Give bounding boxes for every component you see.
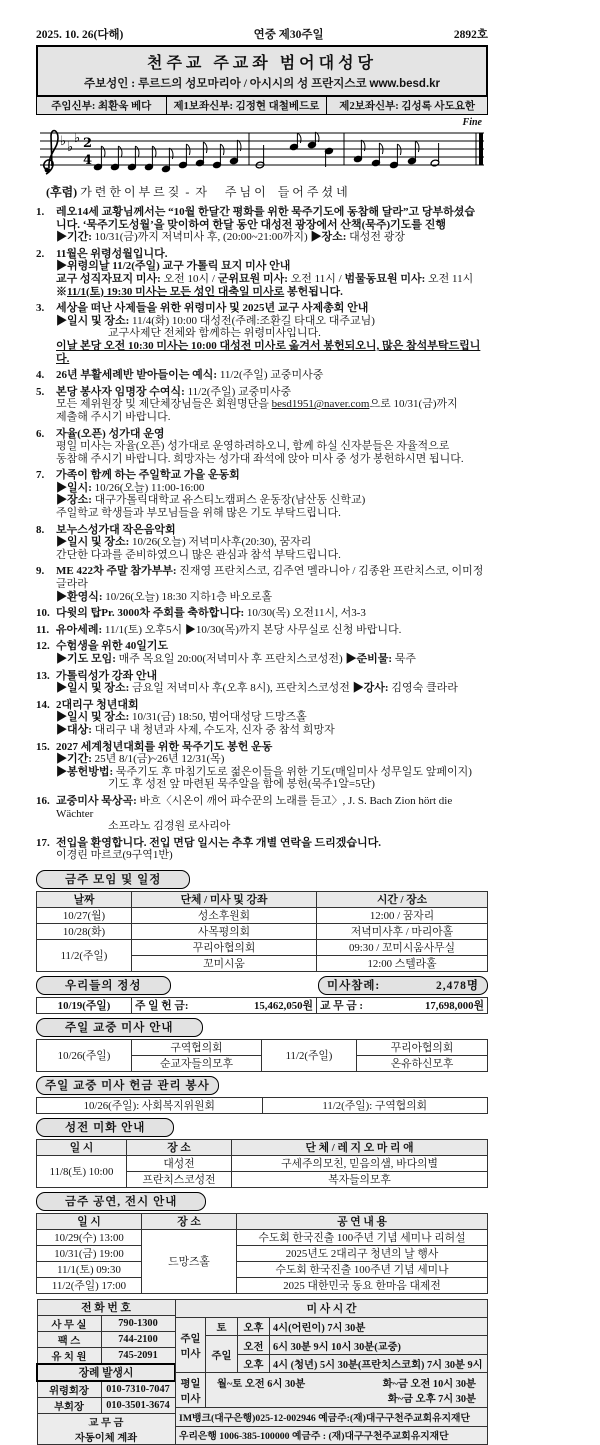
table-row: 순교자들의모후 온유하신모후: [37, 1055, 488, 1071]
sunday-offering-label: 주 일 헌 금:: [135, 999, 189, 1012]
schedule-table: [36, 891, 488, 972]
announcement-line: ▶봉헌방법: 묵주기도 후 마침기도로 젊은이들을 위한 기도(매일미사 성무일도 앞페이지): [56, 765, 472, 778]
table-row: 10/26(주일) 구역협의회 11/2(주일) 꾸리아협의회: [37, 1039, 488, 1055]
sunday-offering-value: 15,462,050원: [253, 999, 313, 1012]
announcement-line: ▶대상: 대리구 내 청년과 사제, 수도자, 신자 중 참석 희망자: [56, 723, 335, 736]
announcement-number: 11.: [36, 623, 50, 636]
announcement-number: 9.: [36, 565, 45, 578]
hymn-section: [36, 119, 488, 200]
table-row: [176, 1426, 488, 1444]
announcement-line: 레오14세 교황님께서는 “10월 한달간 평화를 위한 묵주기도에 동참해 달라”고 당부하셨습: [56, 206, 476, 218]
svg-text:♭: ♭: [74, 131, 81, 146]
announcement-item: [36, 607, 488, 620]
announcements: [36, 206, 488, 862]
announcement-item: [36, 428, 488, 466]
badge-mass-groups: 주일 교중 미사 안내: [36, 1018, 203, 1037]
announcement-line: ▶기도 모임: 매주 목요일 20:00(저녁미사 후 프란치스코성전) ▶준비물: 묵주: [56, 653, 417, 665]
col-time-place: 시간 / 장소: [317, 891, 488, 907]
announcement-line: 동참해 주시기 바랍니다. 희망자는 성가대 좌석에 앉아 미사 중 성가 봉헌하시면 됩니다.: [56, 452, 464, 465]
cleaning-table: 일 시 장 소 단 체 / 레 지 오 마 리 애 11/8(토) 10:00 대성전 구세주의모친, 믿음의샘, 바다의별 프란치스코성전 복자들의모후: [36, 1139, 488, 1188]
table-row: 10/28(화) 사목평의회 저녁미사후 / 마리아홀: [37, 923, 488, 939]
sunday-mass-label: 주일 미사: [176, 1318, 206, 1373]
announcement-line: 전입을 환영합니다. 전입 면담 일시는 추후 개별 연락을 드리겠습니다.: [56, 836, 382, 849]
announcement-line: 2대리구 청년대회: [56, 698, 139, 711]
badge-cleaning: 성전 미화 안내: [36, 1118, 174, 1137]
announcement-number: 4.: [36, 369, 45, 382]
patron-line: [40, 75, 484, 91]
website-link: www.besd.kr: [369, 78, 441, 90]
fees-account-label: 교 무 금: [88, 1417, 124, 1429]
announcement-item: [36, 640, 488, 665]
announcement-number: 3.: [36, 302, 45, 315]
announcement-number: 15.: [36, 740, 50, 753]
second-assistant: 제2보좌신부: 김성록 사도요한: [326, 97, 487, 114]
announcement-number: 17.: [36, 836, 50, 849]
patron-text: 주보성인 : 루르드의 성모마리아 / 아시시의 성 프란지스코: [83, 78, 367, 90]
announcement-line: 유아세례: 11/1(토) 오후5시 ▶10/30(목)까지 본당 사무실로 신청 바랍니다.: [56, 623, 402, 636]
table-row: 주일 오전 6시 30분 9시 10시 30분(교중): [176, 1336, 488, 1354]
announcement-line: 수험생을 위한 40일기도: [56, 640, 169, 653]
announcement-item: [36, 302, 488, 365]
announcement-number: 14.: [36, 698, 50, 711]
announcement-line: ▶기간: 10/31(금)까지 저녁미사 후, (20:00~21:00까지) ▶장소: 대성전 광장: [56, 231, 406, 244]
announcement-item: [36, 837, 488, 862]
badge-weekly-schedule: 금주 모임 및 일정: [36, 870, 190, 889]
announcement-item: [36, 248, 488, 298]
weekday-mass-label: 평일 미사: [176, 1372, 206, 1407]
announcement-line: 모든 제위원장 및 제단체장님들은 회원명단을 besd1951@naver.com으로 10/31(금)까지: [56, 398, 458, 411]
announcement-item: [36, 565, 488, 603]
announcement-line: 가톨릭성가 강좌 안내: [56, 669, 158, 682]
first-assistant: 제1보좌신부: 김정현 대철베드로: [166, 97, 327, 114]
notes-bar2: [255, 132, 333, 169]
table-row: 주일 미사 토 오후 4시(어린이) 7시 30분: [176, 1318, 488, 1336]
refrain-lyrics: (후렴) 가 련 한 이 부 르 짖 - 자 주 님 이 들 어 주 셨 네: [46, 185, 348, 199]
table-row: 위령회장 010-7310-7047: [37, 1381, 175, 1398]
table-row: 사 무 실 790-1300: [37, 1315, 175, 1331]
collection-duty-table: [36, 1097, 488, 1114]
table-row: 11/2(주일) 17:00 2025 대한민국 동요 한마음 대제전: [37, 1277, 488, 1293]
church-title: 천주교 주교좌 범어대성당: [146, 55, 378, 72]
table-row: 부회장 010-3501-3674: [37, 1397, 175, 1413]
announcement-line: 이경린 마르코(9구역1반): [56, 849, 173, 862]
meta-row: [36, 26, 488, 42]
announcement-item: [36, 624, 488, 637]
attendance-badge: 미사참례: 2,478명: [318, 976, 488, 995]
badge-performances: 금주 공연, 전시 안내: [36, 1192, 206, 1211]
church-fees-value: 17,698,000원: [424, 999, 484, 1012]
time-signature: 2: [83, 136, 93, 151]
announcement-number: 1.: [36, 206, 45, 218]
announcement-line: 교구사제단 전체와 함께하는 위령미사입니다.: [108, 327, 321, 340]
svg-text:4: 4: [83, 153, 93, 168]
table-row: 꼬미시움 12:00 스텔라홀: [37, 955, 488, 971]
announcement-number: 16.: [36, 794, 50, 807]
announcement-line: ▶기간: 25년 8/1(금)~26년 12/31(목): [56, 753, 225, 766]
issue-number: 2892호: [453, 29, 488, 41]
table-row: 평일 미사 월~토 오전 6시 30분 화~금 오전 10시 30분 화~금 오후 7시 30분: [176, 1372, 488, 1407]
announcement-line: 본당 봉사자 임명장 수여식: 11/2(주일) 교중미사중: [56, 385, 292, 398]
announcement-line: 기도 후 성전 앞 마련된 묵주알을 함에 봉헌(묵주1알=5단): [108, 778, 375, 791]
bottom-info: [36, 1299, 488, 1445]
announcement-line: 11월은 위령성월입니다.: [56, 247, 168, 260]
announcement-item: [36, 699, 488, 737]
announcement-line: 자율(오픈) 성가대 운영: [56, 427, 165, 440]
table-row: 10/26(주일): 사회복지위원회 11/2(주일): 구역협의회: [37, 1097, 488, 1113]
liturgical-season: 연중 제30주일: [253, 29, 324, 41]
venue-cell: 드망즈홀: [142, 1229, 237, 1293]
announcement-item: [36, 524, 488, 562]
announcement-line: ▶일시 및 장소: 11/4(화) 10:00 대성전(주례:조환길 타대오 대주교님): [56, 314, 375, 327]
announcement-item: [36, 741, 488, 791]
announcement-number: 7.: [36, 469, 45, 482]
issue-date: 2025. 10. 26(다해): [36, 29, 124, 41]
col-group: 단체 / 미사 및 강좌: [132, 891, 317, 907]
announcement-number: 10.: [36, 607, 50, 620]
announcement-line: 세상을 떠난 사제들을 위한 위령미사 및 2025년 교구 사제총회 안내: [56, 302, 369, 315]
badge-offering: 우리들의 정성: [36, 976, 171, 995]
flat-signs: ♭: [60, 134, 67, 149]
contact-table: 전 화 번 호 사 무 실 790-1300 팩 스 744-2100 유 치 원 745-2091 장례 발생시 위령회장 010-7310-7047 부회장 010-3501-3674 교 무 금 자동이체 계좌: [36, 1299, 176, 1445]
announcement-line: 소프라노 김경원 로사리아: [108, 820, 231, 833]
announcement-line: 교구 성직자묘지 미사: 오전 10시 / 군위묘원 미사: 오전 11시 / 범물동묘원 미사: 오전 11시: [56, 272, 474, 285]
announcement-item: [36, 469, 488, 519]
announcement-number: 5.: [36, 385, 45, 398]
table-row: 오후 4시 (청년) 5시 30분(프란치스코회) 7시 30분 9시: [176, 1354, 488, 1372]
announcement-line: ▶일시 및 장소: 10/31(금) 18:50, 범어대성당 드망즈홀: [56, 711, 307, 724]
table-row: [176, 1408, 488, 1426]
announcement-line: 2027 세계청년대회를 위한 묵주기도 봉헌 운동: [56, 740, 273, 753]
table-row: 10/27(월) 성소후원회 12:00 / 꿈자리: [37, 907, 488, 923]
announcement-number: 6.: [36, 427, 45, 440]
svg-text:♭: ♭: [67, 140, 74, 155]
pastor: 주임신부: 최환욱 베다: [51, 101, 152, 112]
announcement-line: 니다. ‘묵주기도성월’을 맞이하여 한달 동안 대성전 광장에서 산책(묵주)기도를 진행: [56, 218, 447, 231]
announcement-item: [36, 369, 488, 382]
notes-bar1: [94, 140, 241, 173]
table-row: [37, 997, 488, 1013]
church-fees-label: 교 무 금 :: [320, 999, 363, 1012]
announcement-line: ▶일시: 10/26(오늘) 11:00-16:00: [56, 481, 205, 494]
music-staff: [36, 119, 488, 177]
announcement-number: 8.: [36, 523, 45, 536]
announcement-line: 26년 부활세례반 받아들이는 예식: 11/2(주일) 교중미사중: [56, 369, 324, 382]
table-row: 프란치스코성전 복자들의모후: [37, 1171, 488, 1187]
refrain-label: (후렴): [46, 185, 78, 199]
announcement-number: 13.: [36, 669, 50, 682]
announcement-line: 평일 미사는 자율(오픈) 성가대로 운영하려하오니, 함께 하실 신자분들은 자율적으로: [56, 440, 450, 453]
announcement-line: 이날 본당 오전 10:30 미사는 10:00 대성전 미사로 옮겨서 봉헌되오니, 많은 참석부탁드립니다.: [56, 339, 481, 365]
table-row: 교 무 금 자동이체 계좌: [37, 1413, 175, 1444]
mass-groups-table: [36, 1039, 488, 1072]
table-row: 10/29(수) 13:00 드망즈홀 수도회 한국진출 100주년 기념 세미나 리허설: [37, 1229, 488, 1245]
table-row: 11/8(토) 10:00 대성전 구세주의모친, 믿음의샘, 바다의별: [37, 1155, 488, 1171]
announcement-line: ▶환영식: 10/26(오늘) 18:30 지하1층 바오로홀: [56, 590, 273, 603]
announcement-line: 제출해 주시기 바랍니다.: [56, 410, 171, 423]
table-row: 11/1(토) 09:30 수도회 한국진출 100주년 기념 세미나: [37, 1261, 488, 1277]
bank-account-2: 우리은행 1006-385-100000 예금주 : (재)대구구천주교회유지재단: [176, 1426, 488, 1444]
offering-table: [36, 997, 488, 1014]
announcement-number: 12.: [36, 640, 50, 653]
mass-times-table: 미 사 시 간 주일 미사 토 오후 4시(어린이) 7시 30분 주일 오전 6시 30분 9시 10시 30분(교중) 오후 4시 (청년) 5시 30분(프란치스코회) 7시 30분 9시 평일 미사 월~토 오전 6시 30분 화~금 오전 10시 30분 화~금 오후 7시 30분 IM뱅크(대구은행)025-12-002946 예금주:(재)대구구천주교회유지재단 우리은행 1006-385-100000 예금주 : (재)대구구천주교회유지재단: [175, 1299, 488, 1445]
announcement-line: 보누스성가대 작은음악회: [56, 523, 176, 536]
table-row: 10/31(금) 19:00 2025년도 2대리구 청년의 날 행사: [37, 1245, 488, 1261]
announcement-item: [36, 386, 488, 424]
announcement-line: ▶장소: 대구가톨릭대학교 유스티노캠퍼스 운동장(남산동 신학교): [56, 494, 366, 507]
masthead: [36, 45, 488, 97]
announcement-line: ※11/1(토) 19:30 미사는 모든 성인 대축일 미사로 봉헌됩니다.: [56, 285, 343, 298]
announcement-line: ▶일시 및 장소: 10/26(오늘) 저녁미사후(20:30), 꿈자리: [56, 536, 312, 549]
announcement-line: 다윗의 탑Pr. 3000차 주회를 축하합니다: 10/30(목) 오전11시, 서3-3: [56, 607, 366, 620]
table-row: 팩 스 744-2100: [37, 1331, 175, 1347]
announcement-line: ▶위령의날 11/2(주일) 교구 가톨릭 묘지 미사 안내: [56, 260, 291, 273]
notes-bar3: [354, 140, 440, 169]
announcement-number: 2.: [36, 247, 45, 260]
fine-marking: Fine: [462, 117, 482, 128]
announcement-item: [36, 795, 488, 833]
offering-date: 10/19(주일): [37, 997, 132, 1013]
announcement-line: 주일학교 학생들과 부모님들을 위해 많은 기도 부탁드립니다.: [56, 507, 341, 520]
attendance-count: 2,478명: [436, 979, 479, 992]
badge-collection-duty: 주일 교중 미사 헌금 관리 봉사: [36, 1076, 219, 1095]
announcement-item: [36, 206, 488, 244]
announcement-line: 가족이 함께 하는 주일학교 가을 운동회: [56, 469, 240, 482]
announcement-line: 교중미사 묵상곡: 바흐〈시온이 깨어 파수꾼의 노래를 듣고〉, J. S. Bach Zion hört die Wächter: [56, 794, 453, 820]
priest-row: [36, 97, 488, 115]
announcement-line: ▶일시 및 장소: 금요일 저녁미사 후(오후 8시), 프란치스코성전 ▶강사: 김영숙 클라라: [56, 682, 458, 695]
col-date: 날짜: [37, 891, 132, 907]
announcement-line: ME 422차 주말 참가부부: 진재영 프란치스코, 김주연 멜라니아 / 김종완 프란치스코, 이미정 글라라: [56, 565, 484, 591]
funeral-header: 장례 발생시: [37, 1364, 175, 1381]
treble-clef-icon: [44, 131, 58, 174]
performances-table: 일 시 장 소 공 연 내 용 10/29(수) 13:00 드망즈홀 수도회 한국진출 100주년 기념 세미나 리허설 10/31(금) 19:00 2025년도 2대리구 청년의 날 행사 11/1(토) 09:30 수도회 한국진출 100주년 기념 세미나 11/2(주일) 17:00 2025 대한민국 동요 한마음 대제전: [36, 1213, 488, 1294]
announcement-item: [36, 670, 488, 695]
table-row: 유 치 원 745-2091: [37, 1347, 175, 1364]
bank-account-1: IM뱅크(대구은행)025-12-002946 예금주:(재)대구구천주교회유지재단: [176, 1408, 488, 1426]
table-row: 11/2(주일) 꾸리아협의회 09:30 / 꼬미시움사무실: [37, 939, 488, 955]
announcement-line: 간단한 다과를 준비하였으니 많은 관심과 참석 부탁드립니다.: [56, 548, 341, 561]
